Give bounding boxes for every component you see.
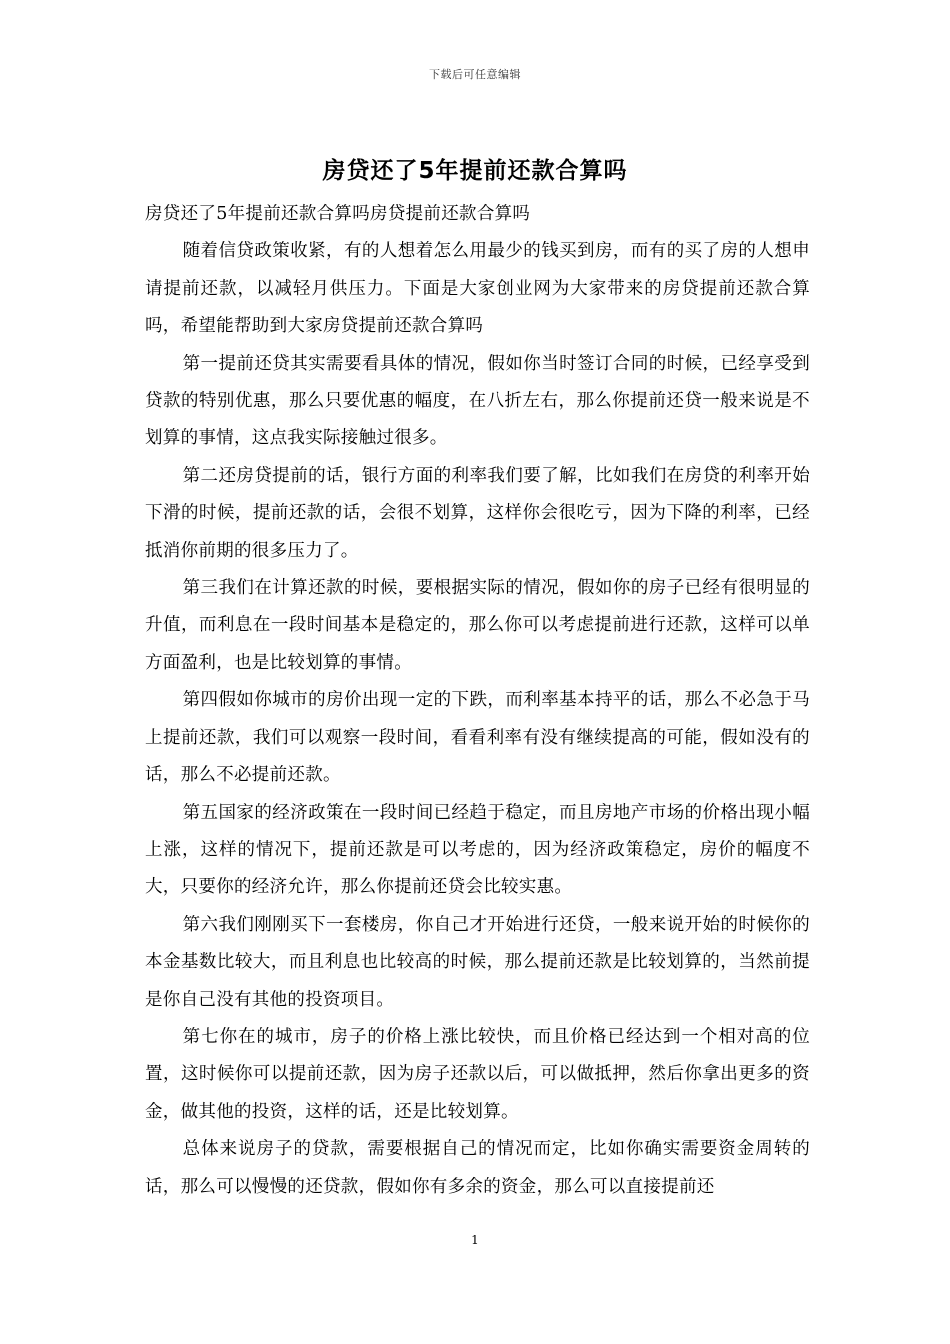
document-title: 房贷还了5年提前还款合算吗: [322, 158, 628, 184]
paragraph-5: 第五国家的经济政策在一段时间已经趋于稳定，而且房地产市场的价格出现小幅上涨，这样的情况下，提前还款是可以考虑的，因为经济政策稳定，房价的幅度不大，只要你的经济允许，那么你提前还贷会比较实惠。: [145, 802, 810, 898]
paragraph-intro: 随着信贷政策收紧，有的人想着怎么用最少的钱买到房，而有的买了房的人想申请提前还款，以减轻月供压力。下面是大家创业网为大家带来的房贷提前还款合算吗，希望能帮助到大家房贷提前还款合算吗: [145, 241, 810, 337]
paragraph-1: 第一提前还贷其实需要看具体的情况，假如你当时签订合同的时候，已经享受到贷款的特别优惠，那么只要优惠的幅度，在八折左右，那么你提前还贷一般来说是不划算的事情，这点我实际接触过很多。: [145, 353, 810, 449]
paragraph-4: 第四假如你城市的房价出现一定的下跌，而利率基本持平的话，那么不必急于马上提前还款，我们可以观察一段时间，看看利率有没有继续提高的可能，假如没有的话，那么不必提前还款。: [145, 690, 810, 786]
paragraph-3: 第三我们在计算还款的时候，要根据实际的情况，假如你的房子已经有很明显的升值，而利息在一段时间基本是稳定的，那么你可以考虑提前进行还款，这样可以单方面盈利，也是比较划算的事情。: [145, 578, 810, 673]
header-note: 下载后可任意编辑: [429, 68, 521, 81]
page-number: 1: [471, 1233, 479, 1247]
paragraph-6: 第六我们刚刚买下一套楼房，你自己才开始进行还贷，一般来说开始的时候你的本金基数比较大，而且利息也比较高的时候，那么提前还款是比较划算的，当然前提是你自己没有其他的投资项目。: [145, 914, 810, 1010]
subtitle-line: 房贷还了5年提前还款合算吗房贷提前还款合算吗: [145, 204, 531, 224]
paragraph-2: 第二还房贷提前的话，银行方面的利率我们要了解，比如我们在房贷的利率开始下滑的时候，提前还款的话，会很不划算，这样你会很吃亏，因为下降的利率，已经抵消你前期的很多压力了。: [145, 465, 810, 561]
document-body: [145, 196, 810, 1206]
paragraph-summary: 总体来说房子的贷款，需要根据自己的情况而定，比如你确实需要资金周转的话，那么可以慢慢的还贷款，假如你有多余的资金，那么可以直接提前还: [145, 1139, 810, 1197]
paragraph-7: 第七你在的城市，房子的价格上涨比较快，而且价格已经达到一个相对高的位置，这时候你可以提前还款，因为房子还款以后，可以做抵押，然后你拿出更多的资金，做其他的投资，这样的话，还是比较划算。: [145, 1026, 810, 1122]
